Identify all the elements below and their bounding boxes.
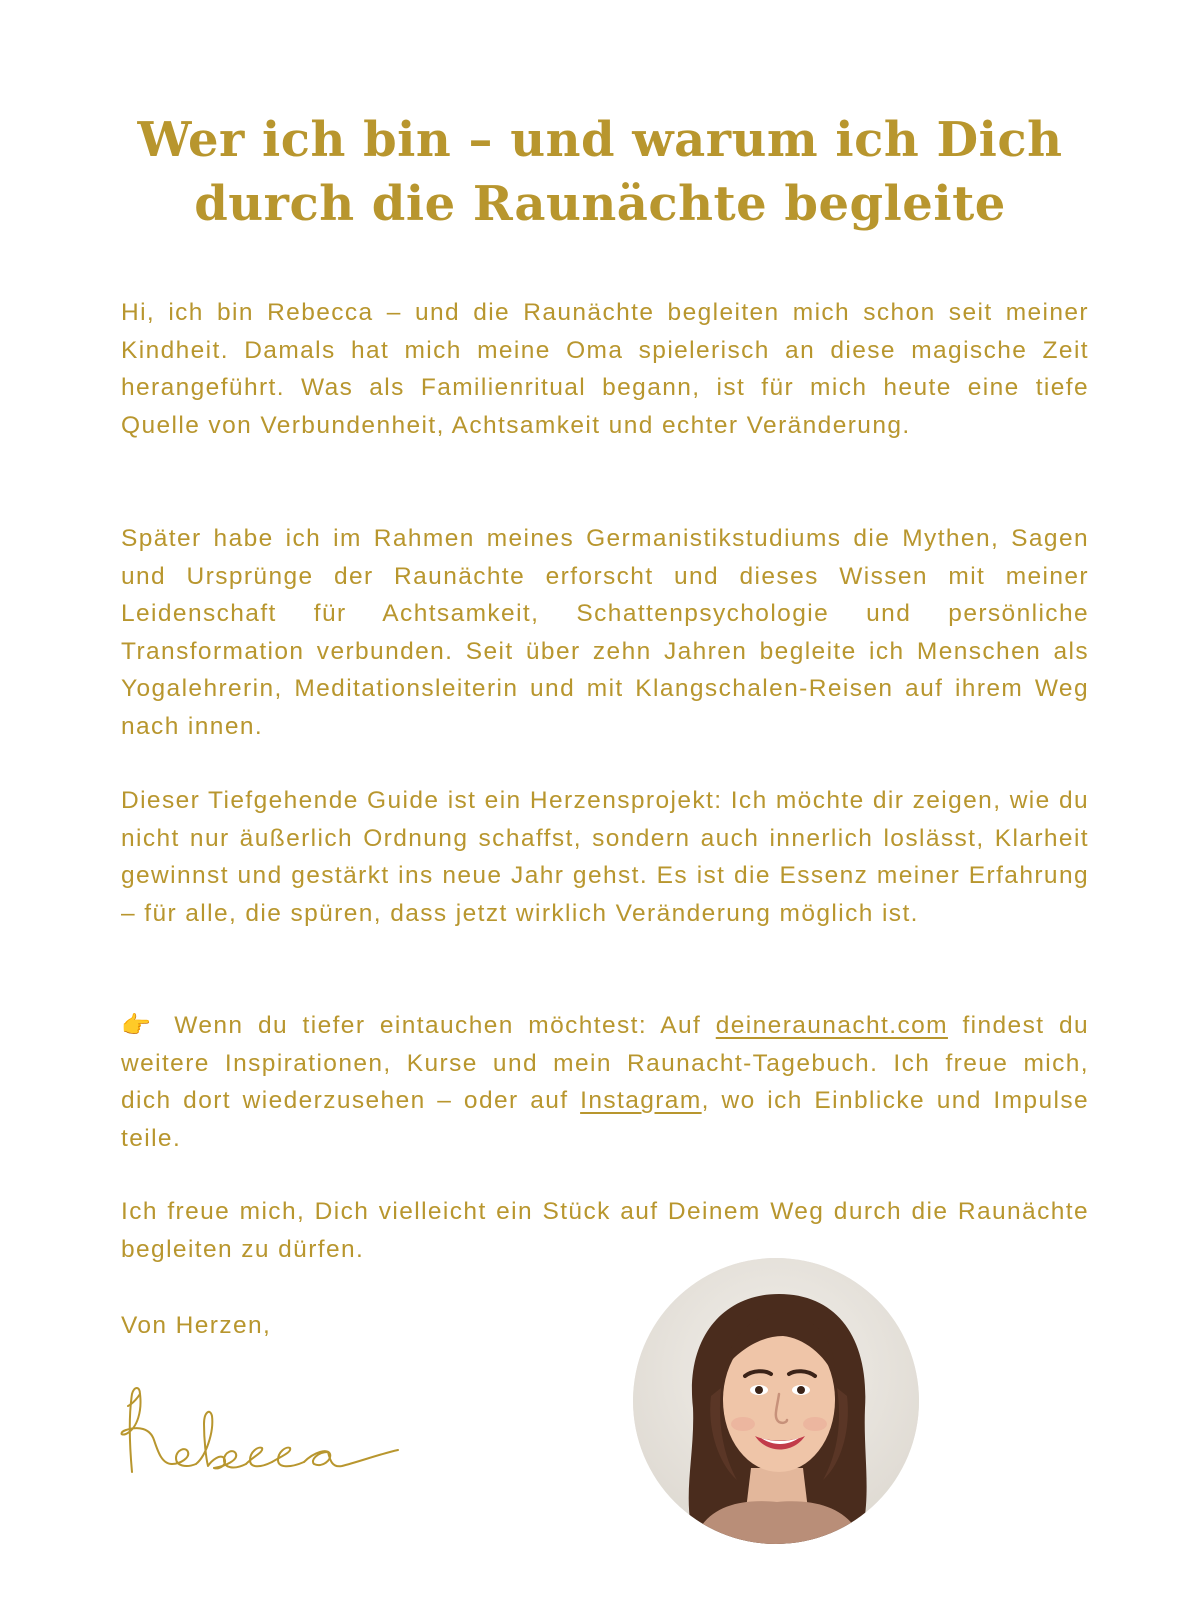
title-line-2: durch die Raunächte begleite <box>194 176 1006 232</box>
signature <box>118 1380 438 1490</box>
links-text-before: Wenn du tiefer eintauchen möchtest: Auf <box>174 1012 716 1039</box>
title-line-1: Wer ich bin – und warum ich Dich <box>137 112 1063 168</box>
background-paragraph: Später habe ich im Rahmen meines Germanistikstudiums die Mythen, Sagen und Ursprünge der Raunächte erforscht und dieses Wissen mit meiner Leidenschaft für Achtsamkeit, Schattenpsychologie und persönliche Transformation verbunden. Seit über zehn Jahren begleite ich Menschen als Yogalehrerin, Meditationsleiterin und mit Klangschalen-Reisen auf ihrem Weg nach innen. <box>121 525 1089 740</box>
instagram-link[interactable]: Instagram <box>580 1087 702 1114</box>
links-paragraph <box>121 1007 1089 1157</box>
avatar <box>633 1258 919 1544</box>
pointing-hand-icon: 👉 <box>121 1012 153 1039</box>
intro-paragraph: Hi, ich bin Rebecca – und die Raunächte begleiten mich schon seit meiner Kindheit. Damals hat mich meine Oma spielerisch an diese magische Zeit herangeführt. Was als Familienritual begann, ist für mich heute eine tiefe Quelle von Verbundenheit, Achtsamkeit und echter Veränderung. <box>121 299 1089 439</box>
links-text-middle: findest du weitere Inspirationen, Kurse und mein Raunacht-Tagebuch. Ich freue mich, dich dort wiederzusehen – oder auf <box>121 1012 1089 1114</box>
website-link[interactable]: deineraunacht.com <box>715 1012 948 1039</box>
links-text-after: , wo ich Einblicke und Impulse teile. <box>121 1087 1089 1152</box>
guide-paragraph: Dieser Tiefgehende Guide ist ein Herzensprojekt: Ich möchte dir zeigen, wie du nicht nur äußerlich Ordnung schaffst, sondern auch innerlich loslässt, Klarheit gewinnst und gestärkt ins neue Jahr gehst. Es ist die Essenz meiner Erfahrung – für alle, die spüren, dass jetzt wirklich Veränderung möglich ist. <box>121 787 1089 927</box>
closing-paragraph: Ich freue mich, Dich vielleicht ein Stück auf Deinem Weg durch die Raunächte begleiten zu dürfen. <box>121 1198 1089 1263</box>
greeting: Von Herzen, <box>121 1312 272 1339</box>
page-title <box>0 108 1200 236</box>
